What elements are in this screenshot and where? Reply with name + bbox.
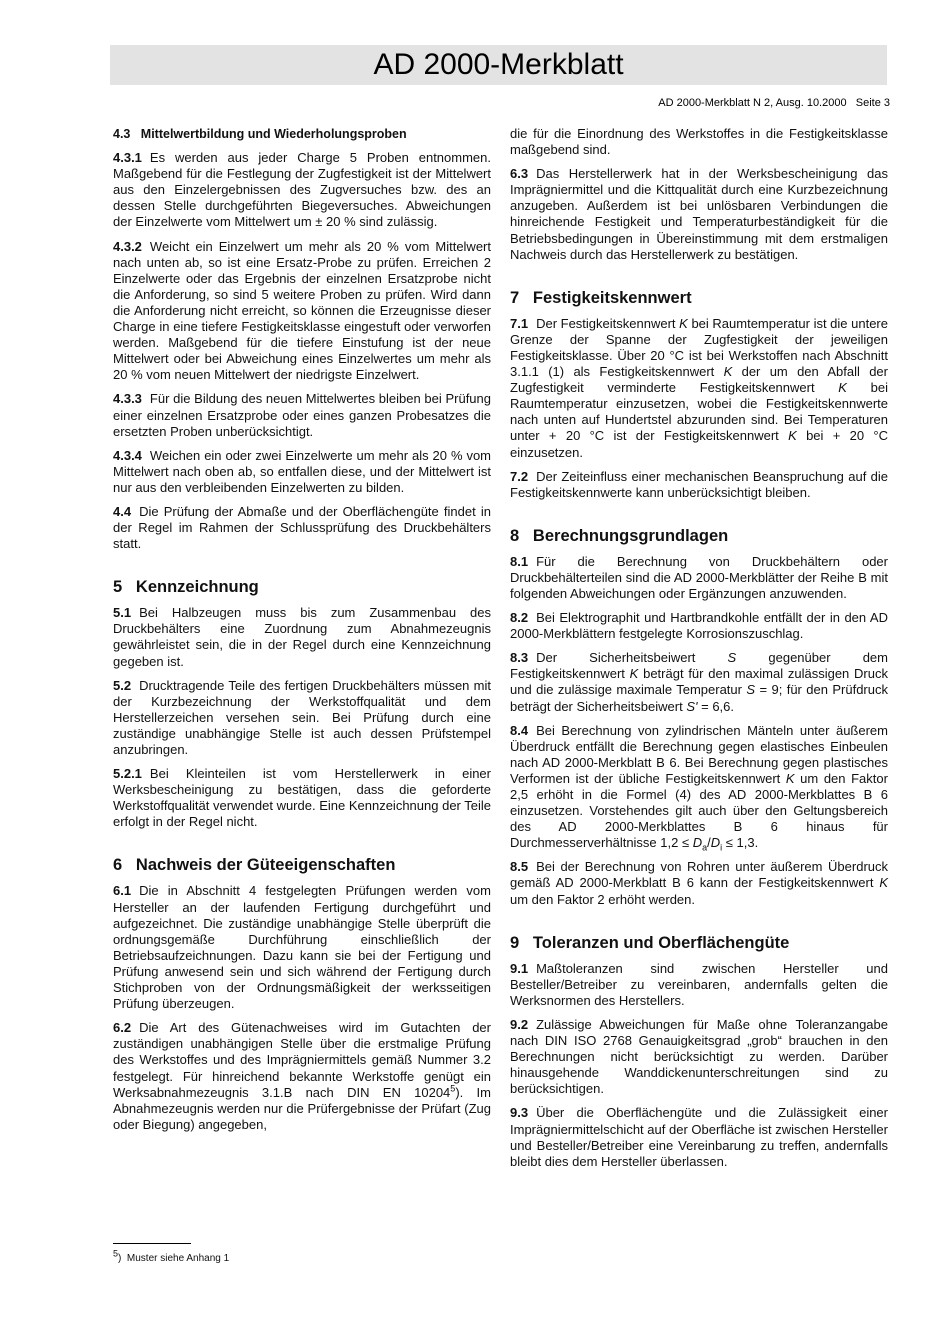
paragraph-7-2: 7.2 Der Zeiteinfluss einer mechanischen Beanspruchung auf die Festigkeitskennwerte kann unberücksichtigt bleiben. (510, 468, 888, 500)
paragraph-6-1: 6.1 Die in Abschnitt 4 festgelegten Prüfungen werden vom Hersteller an der laufenden Fertigung durchgeführt und aufgezeichnet. Die zuständige unabhängige Stelle überprüft die ordnungsgemäße Durchführung einschließlich der Betriebsaufzeichnungen. Dazu kann sie bei der Fertigung und Prüfung anwesend sein und sich während der Fertigung durch Stichproben von der Ordnungsmäßigkeit der werksseitigen Prüfung überzeugen. (113, 883, 491, 1012)
section-8-heading: 8 Berechnungsgrundlagen (510, 526, 729, 545)
section-4-3-heading: 4.3 Mittelwertbildung und Wiederholungsproben (113, 127, 407, 141)
section-9-heading: 9 Toleranzen und Oberflächengüte (510, 933, 790, 952)
footnote: $^5$) Muster siehe Anhang 1 (113, 1248, 230, 1264)
section-5-heading: 5 Kennzeichnung (113, 578, 259, 597)
footnote-divider (113, 1243, 191, 1244)
paragraph-9-1: 9.1 Maßtoleranzen sind zwischen Hersteller und Besteller/Betreiber zu vereinbaren, andernfalls gelten die Werksnormen des Herstellers. (510, 960, 888, 1008)
section-7-heading: 7 Festigkeitskennwert (510, 288, 692, 307)
section-6-heading: 6 Nachweis der Güteeigenschaften (113, 856, 396, 875)
paragraph-8-1: 8.1 Für die Berechnung von Druckbehältern oder Druckbehälterteilen sind die AD 2000-Merkblätter der Reihe B mit folgenden Abweichungen oder Ergänzungen anzuwenden. (510, 553, 888, 601)
paragraph-5-1: 5.1 Bei Halbzeugen muss bis zum Zusammenbau des Druckbehälters eine Zuordnung zum Abnahmezeugnis gewährleistet sein, die in der Regel durch eine Kennzeichnung gegeben ist. (113, 605, 491, 669)
document-title: AD 2000-Merkblatt (110, 45, 887, 85)
paragraph-5-2-1: 5.2.1 Bei Kleinteilen ist vom Herstellerwerk in einer Werksbescheinigung zu bestätigen, dass die geforderte Werkstoffqualität verwendet wurde. Eine Kennzeichnung der Teile erfolgt in der Regel nicht. (113, 766, 491, 830)
page-meta: AD 2000-Merkblatt N 2, Ausg. 10.2000 Seite 3 (658, 97, 890, 109)
paragraph-6-3: 6.3 Das Herstellerwerk hat in der Werksbescheinigung das Imprägniermittel und die Kittqualität durch eine Kurzbezeichnung anzugeben. Außerdem ist bei unlösbaren Verbindungen die hinreichende Festigkeit und Temperaturbeständigkeit für die Betriebsbedingungen in Übereinstimmung mit dem erstmaligen Nachweis durch das Herstellerwerk zu bestätigen. (510, 166, 888, 262)
paragraph-5-2: 5.2 Drucktragende Teile des fertigen Druckbehälters müssen mit der Kurzbezeichnung der Werkstoffqualität und dem Herstellerzeichen versehen sein. Bei Prüfung durch eine zuständige unabhängige Stelle ist auch dessen Prüfstempel anzubringen. (113, 677, 491, 757)
right-column (510, 126, 888, 1178)
paragraph-6-2: 6.2 Die Art des Gütenachweises wird im Gutachten der zuständigen unabhängigen Stelle über die erstmalige Prüfung des Werkstoffes und des Imprägniermittels gemäß Nummer 3.2 festgelegt. Für hinreichend bekannte Werkstoffe genügt ein Werksabnahmezeugnis 3.1.B nach DIN EN 10204$^5$). Im Abnahmezeugnis werden nur die Prüfergebnisse der Prüfart (Zug oder Biegung) angegeben, (113, 1020, 492, 1132)
paragraph-8-5: 8.5 Bei der Berechnung von Rohren unter äußerem Überdruck gemäß AD 2000-Merkblatt B 6 kann der Festigkeitskennwert K um den Faktor 2 erhöht werden. (510, 859, 888, 907)
paragraph-4-3-3: 4.3.3 Für die Bildung des neuen Mittelwertes bleiben bei Prüfung einer einzelnen Ersatzprobe oder eines ganzen Probesatzes die ersetzten Proben unberücksichtigt. (113, 391, 491, 439)
paragraph-7-1: 7.1 Der Festigkeitskennwert K bei Raumtemperatur ist die untere Grenze der Spanne der Zugfestigkeit der jeweiligen Festigkeitsklasse. Über 20 °C ist bei Werkstoffen nach Abschnitt 3.1.1 (1) als Festigkeitskennwert K der um den Abfall der Zugfestigkeit verminderte Festigkeitskennwert K bei Raumtemperatur einzusetzen, wobei die Festigkeitskennwerte nach unten auf Hundertstel abzurunden sind. Bei Temperaturen unter + 20 °C ist der Festigkeitskennwert K bei + 20 °C einzusetzen. (510, 315, 888, 460)
paragraph-8-4: 8.4 Bei Berechnung von zylindrischen Mänteln unter äußerem Überdruck entfällt die Berechnung gegen elastisches Einbeulen nach AD 2000-Merkblatt B 6. Bei Berechnung gegen plastisches Verformen ist der übliche Festigkeitskennwert K um den Faktor 2,5 erhöht in die Formel (4) des AD 2000-Merkblattes B 6 einzusetzen. Vorstehendes gilt auch über den Geltungsbereich des AD 2000-Merkblattes B 6 hinaus für Durchmesserverhältnisse $1,2 \le D_a/D_i \le 1,3$. (510, 722, 888, 853)
left-column (113, 126, 491, 1141)
paragraph-8-2: 8.2 Bei Elektrographit und Hartbrandkohle entfällt der in den AD 2000-Merkblättern festgelegte Korrosionszuschlag. (510, 610, 888, 642)
paragraph-9-2: 9.2 Zulässige Abweichungen für Maße ohne Toleranzangabe nach DIN ISO 2768 Genauigkeitsgrad „grob“ brauchen in den Berechnungen nicht berücksichtigt zu werden. Darüber hinausgehende Wanddickenunterschreitungen sind zu berücksichtigen. (510, 1016, 888, 1097)
paragraph-4-3-1: 4.3.1 Es werden aus jeder Charge 5 Proben entnommen. Maßgebend für die Festlegung der Zugfestigkeit ist der Mittelwert aus den Einzelergebnissen des Zugversuches bzw. des an dessen Stelle durchgeführten Biegeversuches. Abweichungen der Einzelwerte vom Mittelwert um ± 20 % sind zulässig. (113, 150, 491, 230)
paragraph-4-4: 4.4 Die Prüfung der Abmaße und der Oberflächengüte findet in der Regel im Rahmen der Schlussprüfung des Druckbehälters statt. (113, 503, 491, 552)
paragraph-8-3: 8.3 Der Sicherheitsbeiwert S gegenüber dem Festigkeitskennwert K beträgt für den maximal zulässigen Druck und die zulässige maximale Temperatur S = 9; für den Prüfdruck beträgt der Sicherheitsbeiwert S' = 6,6. (510, 650, 888, 714)
paragraph-9-3: 9.3 Über die Oberflächengüte und die Zulässigkeit einer Imprägniermittelschicht auf der Oberfläche ist zwischen Hersteller und Besteller/Betreiber eine Vereinbarung zu treffen, andernfalls bleibt dies dem Hersteller überlassen. (510, 1105, 888, 1169)
paragraph-6-2-continued: die für die Einordnung des Werkstoffes in die Festigkeitsklasse maßgebend sind. (510, 126, 888, 158)
footnote-ref: 5 (450, 1083, 456, 1094)
paragraph-4-3-4: 4.3.4 Weichen ein oder zwei Einzelwerte um mehr als 20 % vom Mittelwert nach oben ab, so entfallen diese, und der Mittelwert ist nur aus den verbleibenden Einzelwerten zu bilden. (113, 447, 491, 495)
paragraph-4-3-2: 4.3.2 Weicht ein Einzelwert um mehr als 20 % vom Mittelwert nach unten ab, so ist eine Ersatz-Probe zu prüfen. Erreichen 2 Einzelwerte oder das Ergebnis der einzelnen Ersatzprobe nicht die Anforderung, so sind 5 weitere Proben zu prüfen. Wird dann die Anforderung nicht erreicht, so können die Erzeugnisse dieser Charge in eine tiefere Festigkeitsklasse eingestuft oder verworfen werden. Maßgebend für die tiefere Einstufung ist der neue Mittelwert oder bei Abweichung eines Einzelwertes um mehr als 20 % vom neuen Mittelwert der niedrigste Einzelwert. (113, 238, 491, 383)
